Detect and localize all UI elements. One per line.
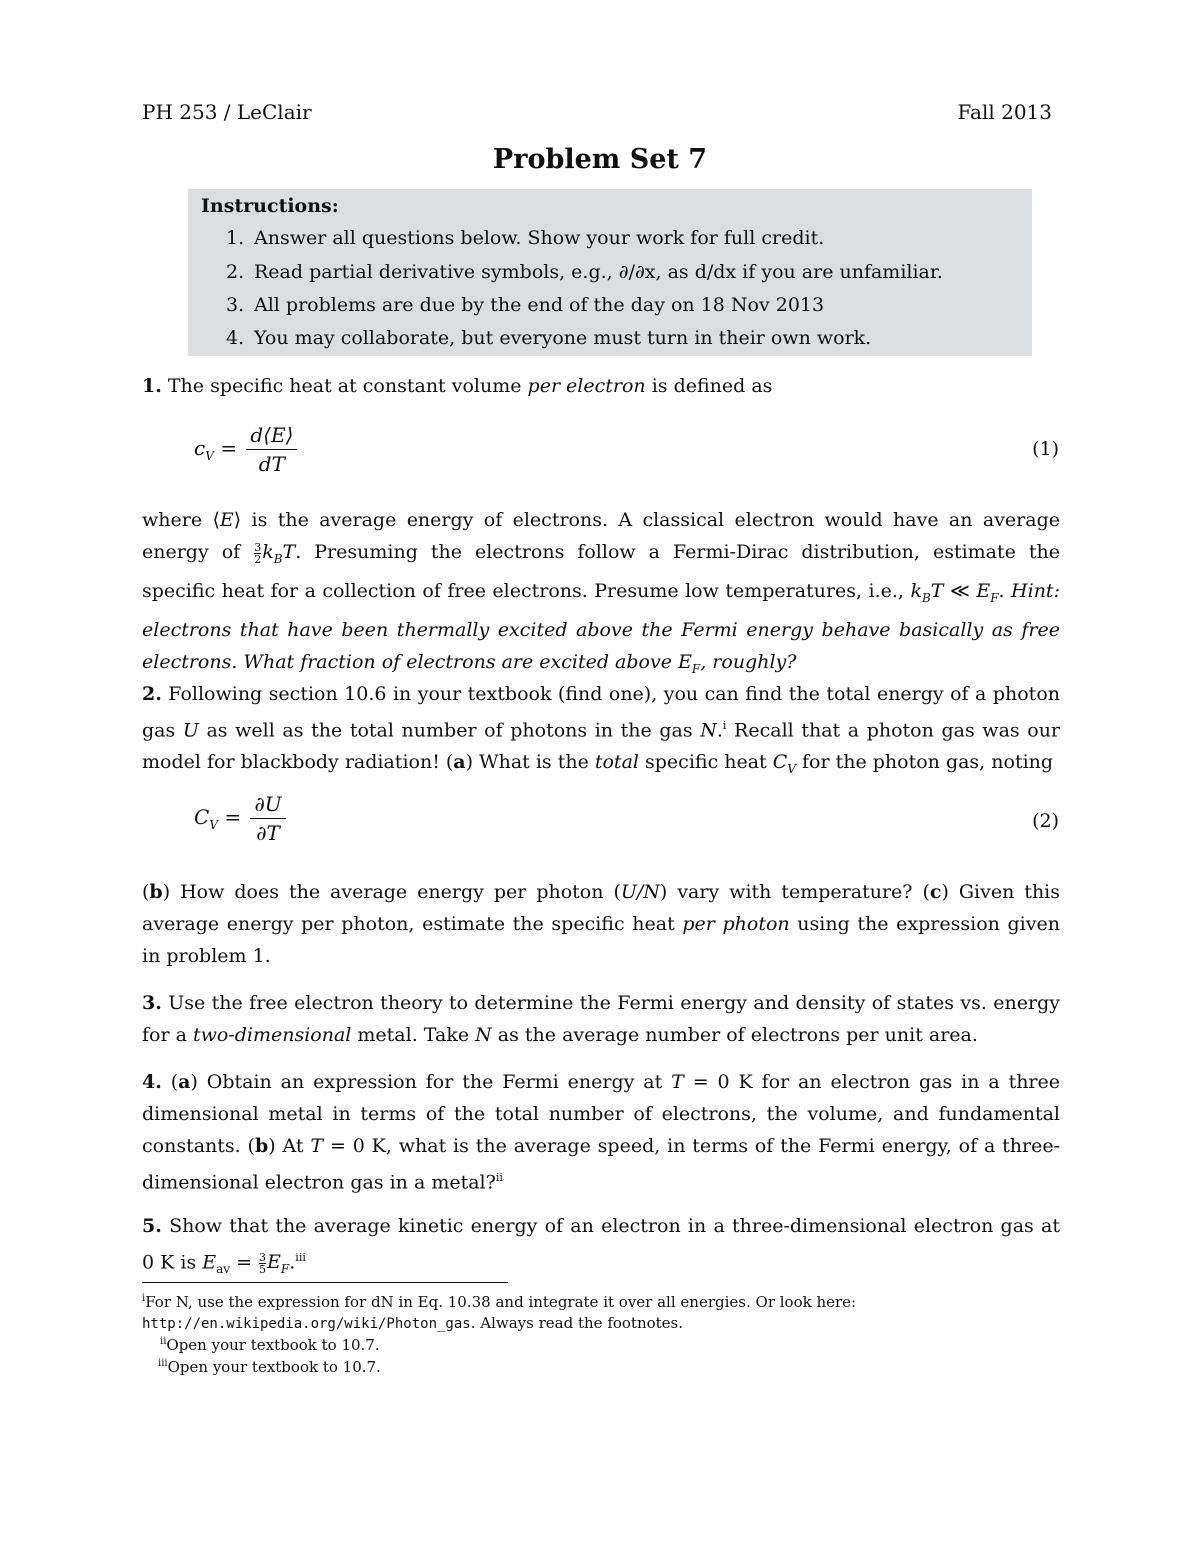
header-term: Fall 2013: [957, 100, 1052, 124]
footnote-link[interactable]: http://en.wikipedia.org/wiki/Photon_gas: [142, 1316, 471, 1332]
footnote-3: $^{iii}$Open your textbook to 10.7.: [158, 1358, 381, 1376]
instruction-item: 4. You may collaborate, but everyone must turn in their own work.: [226, 327, 872, 349]
problem-1-body: where ⟨E⟩ is the average energy of electrons. A classical electron would have an average energy of $\frac{3}{2}$ $k_BT$. Presuming the electrons follow a Fermi-Dirac distribution, estimate the specific heat for a collection of free electrons. Presume low temperatures, i.e., $k_BT$ ≪ $E_F$. Hint: electrons that have been thermally excited above the Fermi energy behave basically as free electrons. What fraction of electrons are excited above $E_F$, roughly?: [142, 509, 1060, 676]
problem-2-body: 2. Following section 10.6 in your textbook (find one), you can find the total energy of a photon gas U as well as the total number of photons in the gas N.$^i$ Recall that a photon gas was our model for blackbody radiation! (a) What is the total specific heat $C_V$ for the photon gas, noting: [142, 683, 1061, 777]
instruction-item: 2. Read partial derivative symbols, e.g., ∂/∂x, as d/dx if you are unfamiliar.: [226, 261, 943, 283]
problem-5-body: 5. Show that the average kinetic energy of an electron in a three-dimensional electron gas at 0 K is $E_{av}$ = $\frac{3}{5}$ $E_F.^{iii}$: [142, 1215, 1060, 1277]
page-title: Problem Set 7: [492, 144, 708, 175]
equation-1: $c_V$ = $\frac{d⟨E⟩}{dT}$: [194, 423, 300, 476]
header-course: PH 253 / LeClair: [142, 100, 312, 124]
instruction-item: 1. Answer all questions below. Show your work for full credit.: [226, 227, 825, 249]
footnote-rule: [142, 1282, 508, 1283]
equation-2: $C_V$ = $\frac{\partial U}{\partial T}$: [194, 792, 289, 845]
instructions-heading: Instructions:: [201, 195, 339, 217]
equation-2-number: (2): [1032, 810, 1059, 832]
problem-2-parts: (b) How does the average energy per photon (U/N) vary with temperature? (c) Given this average energy per photon, estimate the specific heat per photon using the expression given in problem 1.: [142, 881, 1061, 967]
equation-1-number: (1): [1032, 438, 1059, 460]
problem-4-body: 4. (a) Obtain an expression for the Fermi energy at T = 0 K for an electron gas in a three dimensional metal in terms of the total number of electrons, the volume, and fundamental constants. (b) At T = 0 K, what is the average speed, in terms of the Fermi energy, of a three-dimensional electron gas in a metal?$^{ii}$: [142, 1071, 1061, 1194]
instruction-item: 3. All problems are due by the end of the day on 18 Nov 2013: [226, 294, 825, 316]
instructions-box: [188, 189, 1032, 356]
problem-3-body: 3. Use the free electron theory to determine the Fermi energy and density of states vs. energy for a two-dimensional metal. Take N as the average number of electrons per unit area.: [142, 992, 1060, 1046]
footnote-1: $^i$For N, use the expression for dN in Eq. 10.38 and integrate it over all energies. Or look here: http://en.wikipedia.org/wiki/Photon_gas. Always read the footnotes.: [142, 1293, 857, 1332]
problem-1-intro: 1. The specific heat at constant volume per electron is defined as: [142, 375, 773, 397]
footnote-2: $^{ii}$Open your textbook to 10.7.: [160, 1336, 380, 1354]
